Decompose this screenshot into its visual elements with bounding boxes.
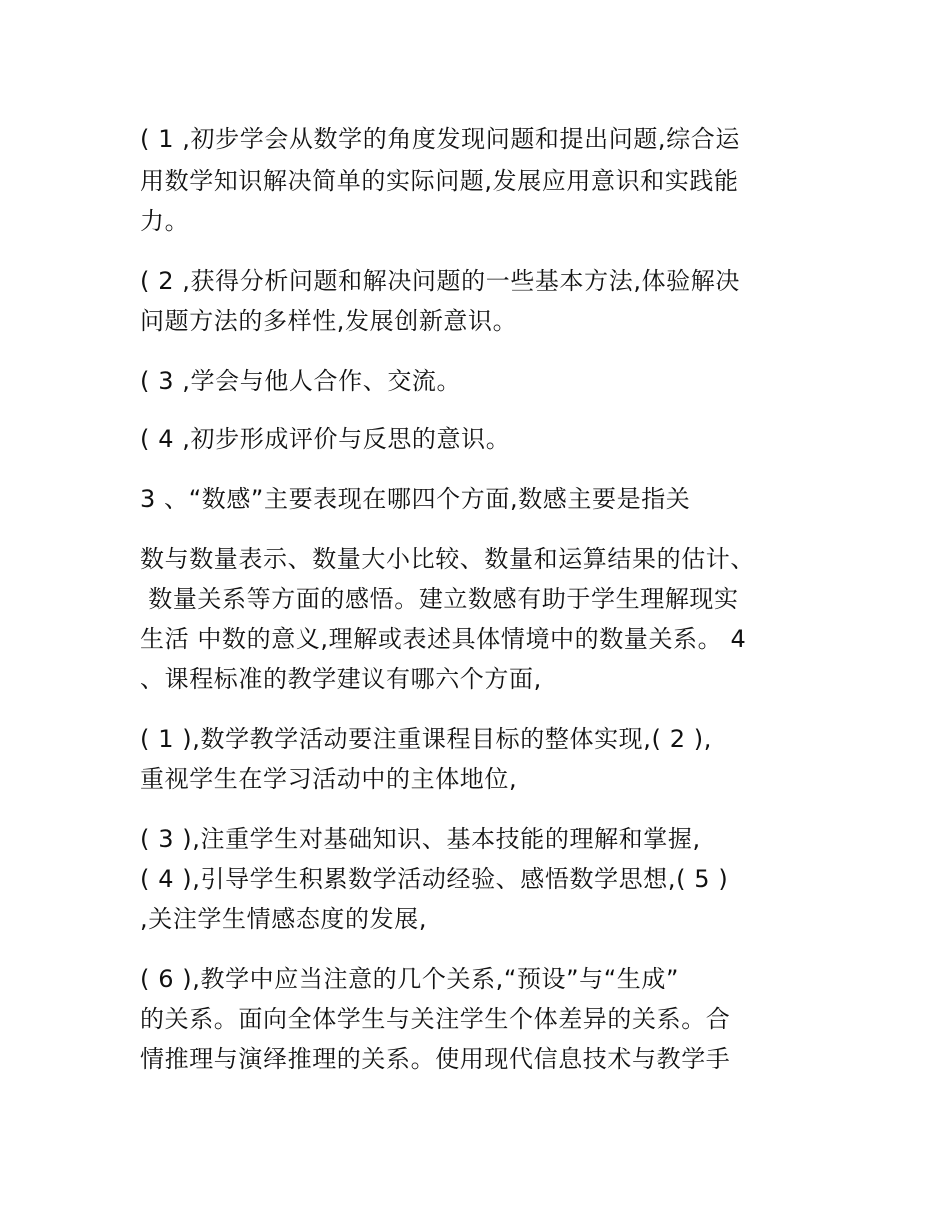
text-line: 问题方法的多样性,发展创新意识。: [140, 307, 518, 335]
text-line: 3 、“数感”主要表现在哪四个方面,数感主要是指关: [140, 485, 691, 513]
text-line: ( 1 ),数学教学活动要注重课程目标的整体实现,( 2 ),: [140, 725, 712, 753]
text-line: 、课程标准的教学建议有哪六个方面,: [140, 665, 542, 693]
text-line: 数量关系等方面的感悟。建立数感有助于学生理解现实: [140, 585, 739, 613]
text-line: 情推理与演绎推理的关系。使用现代信息技术与教学手: [140, 1045, 731, 1073]
text-line: ( 6 ),教学中应当注意的几个关系,“预设”与“生成”: [140, 965, 680, 993]
text-line: ( 3 ,学会与他人合作、交流。: [140, 367, 462, 395]
text-line: ( 4 ),引导学生积累数学活动经验、感悟数学思想,( 5 ): [140, 865, 729, 893]
text-line: ( 1 ,初步学会从数学的角度发现问题和提出问题,综合运: [140, 125, 740, 153]
text-line: 力。: [140, 207, 190, 235]
text-line: 生活 中数的意义,理解或表述具体情境中的数量关系。 4: [140, 625, 747, 653]
text-line: 的关系。面向全体学生与关注学生个体差异的关系。合: [140, 1005, 731, 1033]
text-line: 重视学生在学习活动中的主体地位,: [140, 765, 518, 793]
text-line: ( 4 ,初步形成评价与反思的意识。: [140, 425, 511, 453]
text-line: ,关注学生情感态度的发展,: [140, 905, 428, 933]
text-line: ( 2 ,获得分析问题和解决问题的一些基本方法,体验解决: [140, 267, 740, 295]
text-line: 数与数量表示、数量大小比较、数量和运算结果的估计、: [140, 545, 755, 573]
text-line: 用数学知识解决简单的实际问题,发展应用意识和实践能: [140, 167, 739, 195]
text-line: ( 3 ),注重学生对基础知识、基本技能的理解和掌握,: [140, 825, 701, 853]
